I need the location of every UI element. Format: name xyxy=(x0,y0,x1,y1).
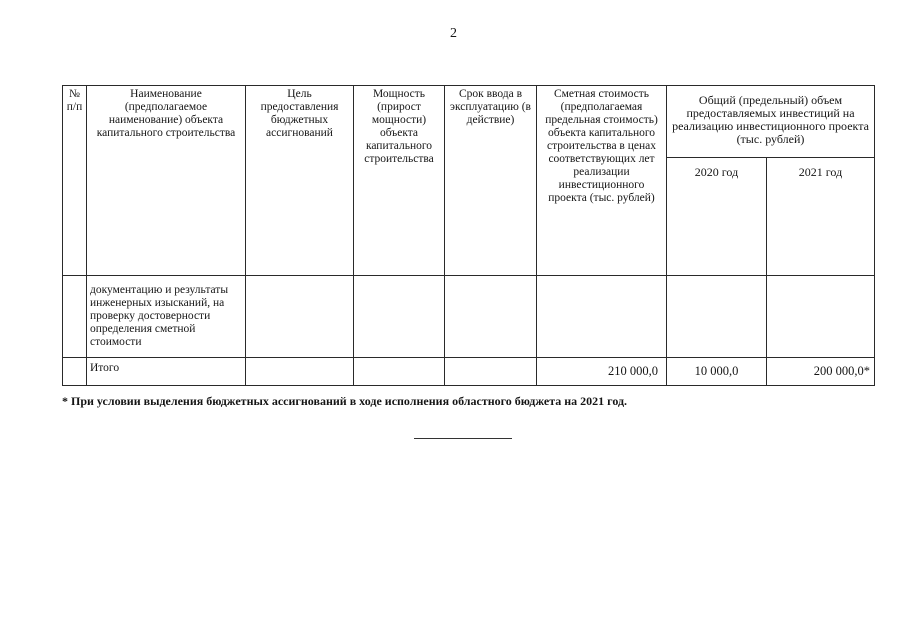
total-label: Итого xyxy=(87,358,246,386)
cell-year-2020 xyxy=(667,276,767,358)
cell-purpose xyxy=(246,276,354,358)
footnote: * При условии выделения бюджетных ассигнований в ходе исполнения областного бюджета на 2021 год. xyxy=(62,394,628,408)
cell-name-continuation: документацию и результаты инженерных изысканий, на проверку достоверности определения сметной стоимости xyxy=(87,276,246,358)
total-year-2021: 200 000,0* xyxy=(767,358,875,386)
total-estimate: 210 000,0 xyxy=(537,358,667,386)
header-col-name: Наименование (предполагаемое наименование) объекта капитального строительства xyxy=(87,86,246,276)
end-divider xyxy=(414,438,512,439)
header-year-2021: 2021 год xyxy=(767,158,875,276)
total-cell-capacity xyxy=(354,358,445,386)
total-cell-deadline xyxy=(445,358,537,386)
header-year-2020: 2020 год xyxy=(667,158,767,276)
cell-deadline xyxy=(445,276,537,358)
page-number: 2 xyxy=(450,26,457,41)
cell-num xyxy=(63,276,87,358)
cell-estimate xyxy=(537,276,667,358)
header-investment-group: Общий (предельный) объем предоставляемых инвестиций на реализацию инвестиционного проекта (тыс. рублей) xyxy=(667,86,875,158)
cell-year-2021 xyxy=(767,276,875,358)
total-year-2020: 10 000,0 xyxy=(667,358,767,386)
table-row-continuation xyxy=(63,276,875,358)
table-row-total xyxy=(63,358,875,386)
cell-capacity xyxy=(354,276,445,358)
header-row-1 xyxy=(63,86,875,158)
header-col-purpose: Цель предоставления бюджетных ассигнований xyxy=(246,86,354,276)
header-col-num: № п/п xyxy=(63,86,87,276)
header-col-deadline: Срок ввода в эксплуатацию (в действие) xyxy=(445,86,537,276)
budget-table xyxy=(62,85,875,386)
total-cell-purpose xyxy=(246,358,354,386)
total-cell-num xyxy=(63,358,87,386)
header-col-capacity: Мощность (прирост мощности) объекта капитального строительства xyxy=(354,86,445,276)
budget-table-wrapper xyxy=(62,85,875,386)
header-col-estimate: Сметная стоимость (предполагаемая предельная стоимость) объекта капитального строительства в ценах соответствующих лет реализации инвестиционного проекта (тыс. рублей) xyxy=(537,86,667,276)
